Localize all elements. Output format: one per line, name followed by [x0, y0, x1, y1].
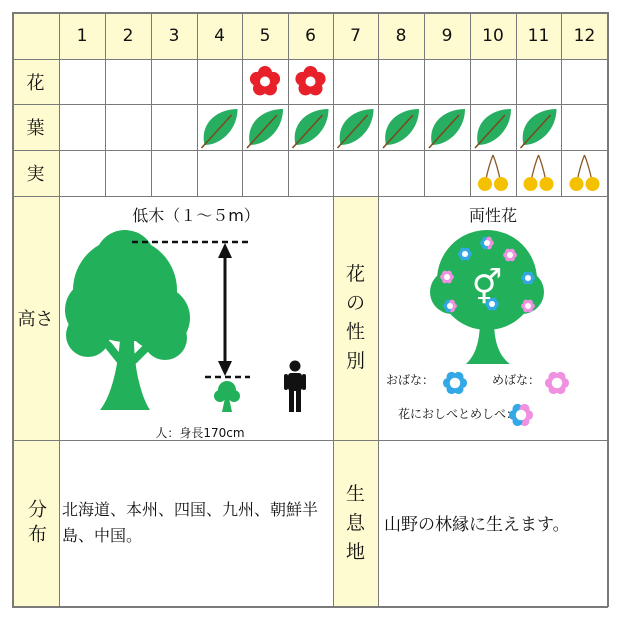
sex-title: 両性花 [468, 205, 517, 225]
habitat-label [333, 440, 378, 607]
bisexual-label: 花におしべとめしべ： [398, 406, 519, 421]
habitat-label-char-2: 息 [345, 512, 365, 534]
large-tree-icon [65, 230, 190, 410]
row-label-flower: 花 [26, 72, 45, 94]
sex-label-char-1: 花 [345, 263, 365, 285]
month-9: 9 [441, 25, 453, 46]
row-label-leaf: 葉 [26, 118, 45, 139]
height-title: 低木（１～５m） [132, 205, 260, 225]
month-8: 8 [395, 25, 407, 46]
habitat-label-char-3: 地 [345, 541, 365, 563]
person-height-note: 人：身長170cm [155, 425, 245, 440]
month-4: 4 [214, 25, 225, 46]
female-label: めばな： [492, 372, 541, 387]
hermaphrodite-symbol: ⚥ [471, 268, 503, 308]
month-10: 10 [482, 25, 504, 46]
sex-label [333, 196, 378, 440]
row-label-height: 高さ [17, 309, 54, 330]
month-11: 11 [527, 25, 550, 46]
month-7: 7 [350, 25, 361, 46]
male-label: おばな： [386, 372, 435, 387]
month-12: 12 [573, 25, 596, 46]
month-3: 3 [168, 25, 180, 46]
distribution-text: 北海道、本州、四国、九州、朝鮮半島、中国。 [62, 500, 319, 545]
month-5: 5 [259, 25, 271, 46]
male-flower-icon [443, 372, 467, 394]
month-2: 2 [122, 25, 134, 46]
small-tree-icon [214, 381, 240, 412]
month-6: 6 [305, 25, 316, 46]
month-1: 1 [76, 25, 88, 46]
person-icon [284, 361, 306, 413]
row-label-distribution-text: 分布 [25, 498, 47, 549]
habitat-label-char-1: 生 [345, 483, 365, 505]
sex-label-char-2: の [345, 292, 365, 314]
row-label-fruit: 実 [26, 164, 45, 185]
sex-label-char-4: 別 [345, 350, 365, 372]
sex-label-char-3: 性 [345, 321, 365, 343]
habitat-text: 山野の林縁に生えます。 [384, 515, 570, 535]
